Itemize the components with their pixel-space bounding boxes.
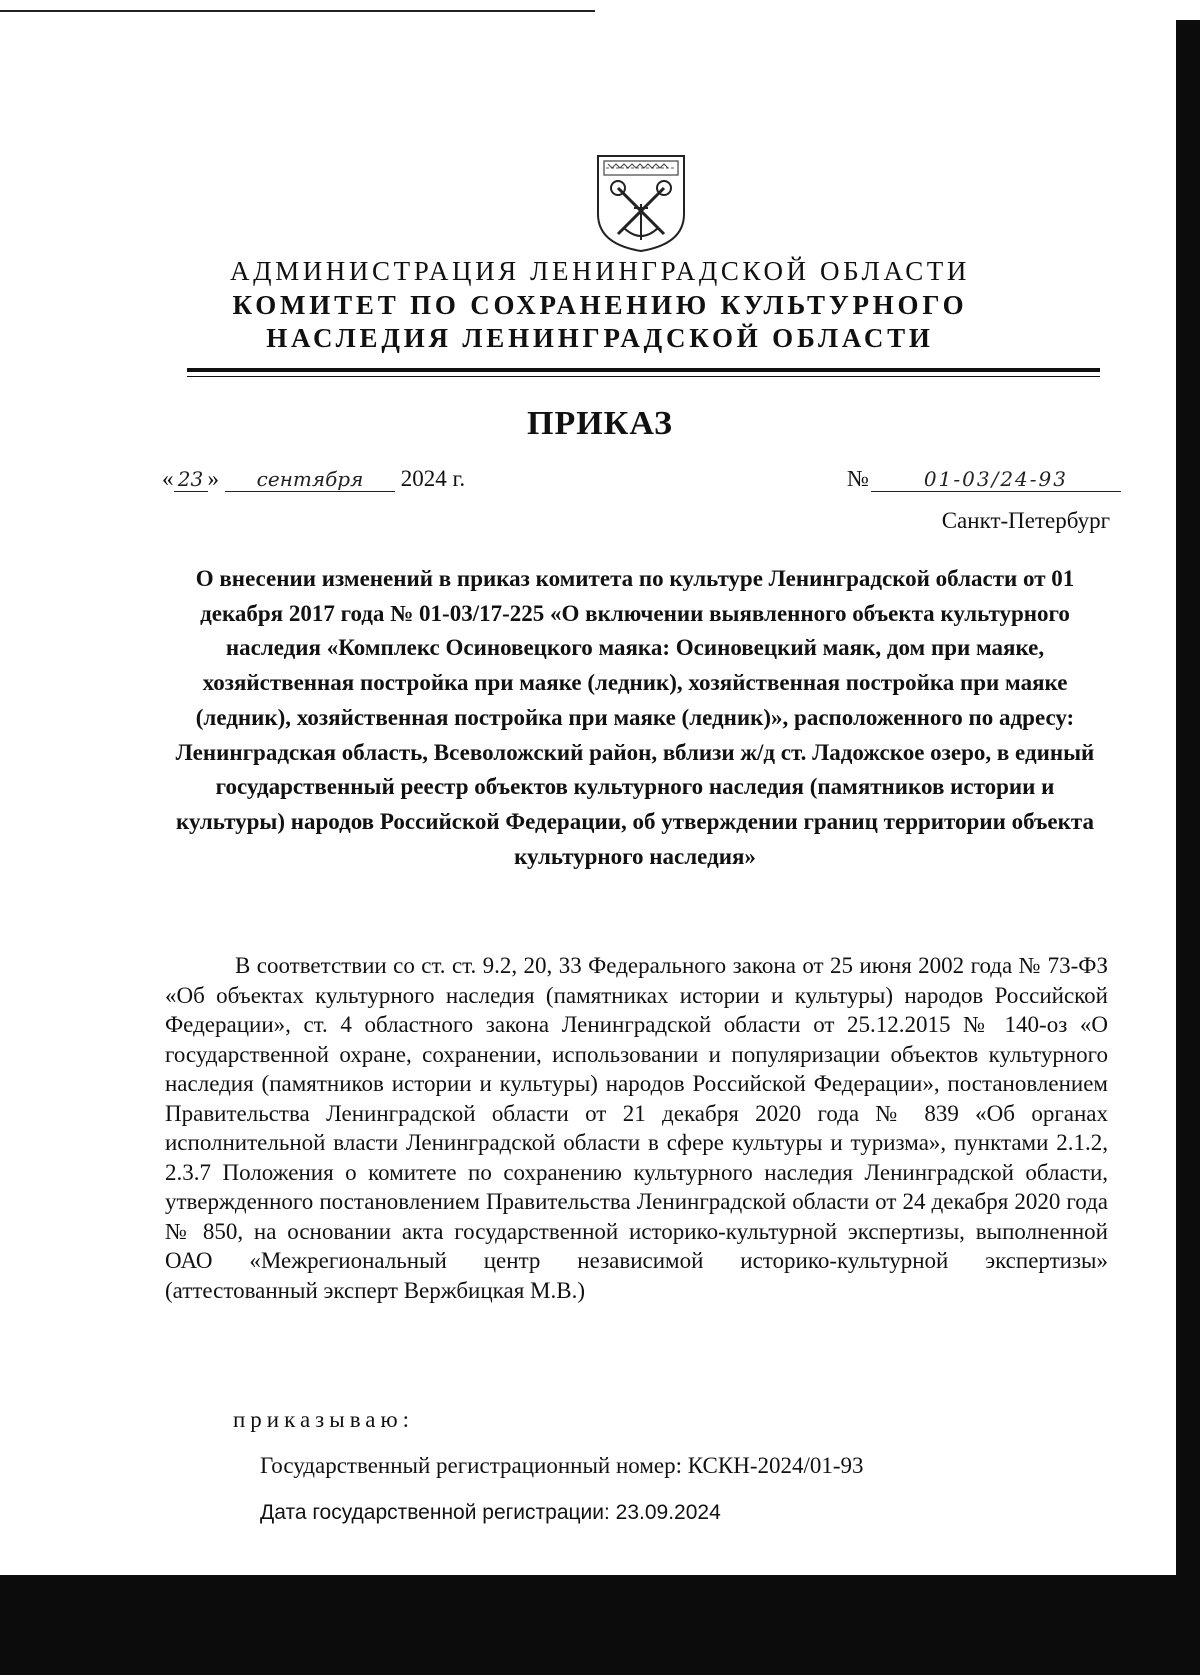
scan-edge-line <box>0 10 595 12</box>
coat-of-arms-icon <box>594 152 688 254</box>
document-number <box>847 466 1121 492</box>
document-title: ПРИКАЗ <box>527 405 673 442</box>
scan-border-right <box>1176 20 1200 1575</box>
document-city: Санкт-Петербург <box>941 508 1110 533</box>
committee-name-line1: КОМИТЕТ ПО СОХРАНЕНИЮ КУЛЬТУРНОГО <box>232 290 968 320</box>
date-open-quote: « <box>162 466 174 491</box>
document-date <box>162 466 465 492</box>
preamble-paragraph: В соответствии со ст. ст. 9.2, 20, 33 Федерального закона от 25 июня 2002 года № 73-ФЗ «Об объектах культурного наследия (памятниках истории и культуры) народов Российской Федерации», ст. 4 областного закона Ленинградской области от 25.12.2015 № 140-оз «О государственной охране, сохранении, использовании и популяризации объектов культурного наследия (памятников истории и культуры) народов Российской Федерации», постановлением Правительства Ленинградской области от 21 декабря 2020 года № 839 «Об органах исполнительной власти Ленинградской области в сфере культуры и туризма», пунктами 2.1.2, 2.3.7 Положения о комитете по сохранению культурного наследия Ленинградской области, утвержденного постановлением Правительства Ленинградской области от 24 декабря 2020 года № 850, на основании акта государственной историко-культурной экспертизы, выполненной ОАО «Межрегиональный центр независимой историко-культурной экспертизы» (аттестованный эксперт Вержбицкая М.В.) <box>165 953 1108 1303</box>
registration-number: Государственный регистрационный номер: КСКН-2024/01-93 <box>260 1453 864 1478</box>
header-divider-thin <box>187 376 1100 377</box>
date-month-handwritten: сентября <box>225 467 395 492</box>
number-prefix: № <box>847 466 869 491</box>
date-day-handwritten: 23 <box>174 467 208 492</box>
decree-word: приказываю: <box>233 1407 415 1432</box>
date-year: 2024 г. <box>400 466 466 491</box>
document-subject: О внесении изменений в приказ комитета по культуре Ленинградской области от 01 декабря 2017 года № 01-03/17-225 «О включении выявленного объекта культурного наследия «Комплекс Осиновецкого маяка: Осиновецкий маяк, дом при маяке, хозяйственная постройка при маяке (ледник), хозяйственная постройка при маяке (ледник), хозяйственная постройка при маяке (ледник)», расположенного по адресу: Ленинградская область, Всеволожский район, вблизи ж/д ст. Ладожское озеро, в единый государственный реестр объектов культурного наследия (памятников истории и культуры) народов Российской Федерации, об утверждении границ территории объекта культурного наследия» <box>175 566 1095 869</box>
date-close-quote: » <box>207 466 219 491</box>
registration-date: Дата государственной регистрации: 23.09.2024 <box>260 1501 721 1524</box>
header-divider-thick <box>187 368 1100 372</box>
administration-name: АДМИНИСТРАЦИЯ ЛЕНИНГРАДСКОЙ ОБЛАСТИ <box>229 256 970 286</box>
number-handwritten: 01-03/24-93 <box>871 467 1121 492</box>
committee-name-line2: НАСЛЕДИЯ ЛЕНИНГРАДСКОЙ ОБЛАСТИ <box>266 323 934 353</box>
scan-border-bottom <box>0 1575 1200 1675</box>
